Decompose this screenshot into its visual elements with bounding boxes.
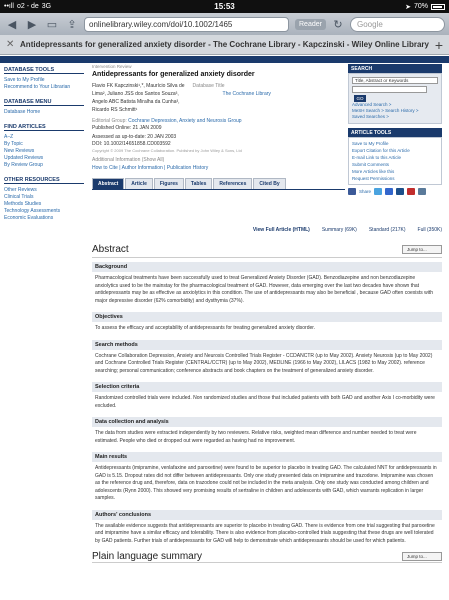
section-body: Pharmacological treatments have been successfully used to treat Generalized Anxiety Disorder (GAD). Benzodiazepine and non benzodiazepine anxiolytics used to be the mainstay for the pharmacological treatment of GAD. However, data emerging over the last two decades have shown that antidepressants may be as effective as anxiolytics in this condition. The use of antidepressants may also be beneficial , because GAD often coexists with major depressive disorder (62% comorbidity) and dysthymia (37%). (95, 275, 434, 304)
battery-icon (431, 4, 445, 10)
new-tab-icon[interactable]: + (434, 36, 443, 53)
status-bar (0, 0, 449, 13)
tab-abstract[interactable]: Abstract (92, 178, 124, 189)
review-group-link[interactable]: By Review Group (4, 161, 43, 168)
reviews-az-link[interactable]: A–Z (4, 133, 14, 140)
reader-button[interactable]: Reader (295, 19, 326, 30)
article-title: Antidepressants for generalized anxiety disorder (92, 71, 255, 78)
clock: 15:53 (214, 2, 235, 11)
advanced-search-link[interactable]: Advanced Search > (352, 102, 392, 107)
tab-article[interactable]: Article (125, 178, 153, 189)
citeulike-icon[interactable] (418, 188, 426, 195)
url-bar[interactable] (84, 17, 289, 32)
editorial-group-link[interactable]: Cochrane Depression, Anxiety and Neurosis Group (128, 118, 242, 124)
export-citation-link[interactable]: Export Citation for this Article (352, 148, 410, 153)
tab-figures[interactable]: Figures (154, 178, 184, 189)
article-tools-list (348, 137, 442, 185)
database-title-label: Database Title (192, 83, 225, 89)
article-tabs (92, 178, 345, 190)
assessed-date: Assessed as up-to-date: 20 JAN 2003 (92, 134, 177, 140)
doi: DOI: 10.1002/14651858.CD003592 (92, 141, 171, 147)
search-panel-title: SEARCH (348, 64, 442, 73)
editorial-group-label: Editorial Group: (92, 118, 127, 124)
other-resources-title: OTHER RESOURCES (4, 174, 84, 184)
review-type: Intervention Review (92, 64, 132, 69)
share-icon[interactable]: ⇪ (67, 18, 77, 31)
recommend-librarian-link[interactable]: Recommend to Your Librarian (4, 83, 71, 90)
database-home-link[interactable]: Database Home (4, 108, 41, 115)
jump-to-select-2[interactable]: Jump to... (402, 552, 442, 561)
new-reviews-link[interactable]: New Reviews (4, 147, 35, 154)
request-permissions-link[interactable]: Request Permissions (352, 176, 395, 181)
author-list (92, 82, 185, 114)
section-heading: Main results (92, 452, 442, 462)
section-heading: Objectives (92, 312, 442, 322)
site-nav-strip (0, 56, 449, 63)
tab-bar (0, 35, 449, 55)
tab-tables[interactable]: Tables (185, 178, 212, 189)
published-online: Published Online: 21 JAN 2009 (92, 125, 162, 131)
search-placeholder: Google (356, 19, 383, 29)
section-heading: Search methods (92, 340, 442, 350)
clinical-trials-link[interactable]: Clinical Trials (4, 193, 34, 200)
plain-language-heading: Plain language summary (92, 551, 203, 562)
economic-evaluations-link[interactable]: Economic Evaluations (4, 214, 54, 221)
abstract-heading: Abstract (92, 244, 129, 255)
delicious-icon[interactable] (385, 188, 393, 195)
section-heading: Selection criteria (92, 382, 442, 392)
view-full-html-link[interactable]: View Full Article (HTML) (252, 227, 310, 233)
saved-searches-link[interactable]: Saved Searches > (352, 114, 389, 119)
share-icon[interactable] (348, 188, 356, 195)
back-icon[interactable]: ◀ (7, 18, 17, 31)
technology-assessments-link[interactable]: Technology Assessments (4, 207, 61, 214)
tab-cited-by[interactable]: Cited By (253, 178, 285, 189)
copyright: Copyright © 2009 The Cochrane Collaboration. Published by John Wiley & Sons, Ltd (92, 148, 242, 153)
url-text: onlinelibrary.wiley.com/doi/10.1002/1465 (89, 19, 233, 29)
database-title-link[interactable]: The Cochrane Library (222, 91, 271, 97)
section-body: Cochrane Collaboration Depression, Anxiety and Neurosis Controlled Trials Register - CCDANCTR (up to May 2002). Anxiety Neurosis (up to May 2002) and Cochrane Controlled Trials Register (CENTRAL/CCTR) (up to May 2002), MEDLINE (1966 to May 2002), LILACS (1982 to May 2002). reference searching; personal communication; conference abstracts and book chapters on the treatment of generalized anxiety disorder. (95, 352, 433, 374)
save-to-profile-link[interactable]: Save to My Profile (4, 76, 45, 83)
search-go-button[interactable]: GO (354, 95, 366, 102)
forward-icon[interactable]: ▶ (27, 18, 37, 31)
search-input[interactable] (352, 86, 427, 93)
article-info-links[interactable]: How to Cite | Author Information | Publication History (92, 165, 209, 171)
email-link[interactable]: E-mail Link to this Article (352, 155, 402, 160)
tab-title[interactable]: Antidepressants for generalized anxiety disorder - The Cochrane Library - Kapczinski - Wiley Online Library (20, 40, 429, 49)
mesh-search-link[interactable]: MeSH Search > Search History > (352, 108, 419, 113)
bookmarks-icon[interactable]: ▭ (46, 18, 58, 31)
twitter-icon[interactable] (374, 188, 382, 195)
methods-studies-link[interactable]: Methods Studies (4, 200, 42, 207)
more-articles-link[interactable]: More Articles like this (352, 169, 395, 174)
section-body: Antidepressants (imipramine, venlafaxine and paroxetine) were found to be superior to placebo in treating GAD. The calculated NNT for antidepressants in GAD is 5.15. Dropout rates did not differ between antidepressants. Only one study presented data on imipramine and trazodone. Imipramine was chosen as the reference drug and, therefore, data on trazodone could not be included in the meta analysis. Only one study was conducted among children and adolescents (Rynn 2000). This showed very promising results of sertraline in children and adolescents with GAD, which warrants replication in larger samples. (95, 465, 437, 501)
article-header (92, 64, 345, 190)
section-heading: Background (92, 262, 442, 272)
close-tab-icon[interactable]: ✕ (6, 39, 15, 50)
view-options-bar (92, 227, 442, 233)
section-heading: Data collection and analysis (92, 417, 442, 427)
carrier-label: o2 - de (16, 3, 39, 10)
jump-to-select[interactable]: Jump to... (402, 245, 442, 254)
share-label[interactable]: Share (359, 189, 372, 194)
section-body: Randomized controlled trials were included. Non randomized studies and those that included patients with both GAD and another Axis I co-morbidity were excluded. (95, 395, 435, 409)
digg-icon[interactable] (396, 188, 404, 195)
database-menu-title: DATABASE MENU (4, 96, 84, 106)
pdf-standard-link[interactable]: Standard (217K) (368, 227, 406, 233)
right-sidebar (348, 64, 442, 195)
reviews-topic-link[interactable]: By Topic (4, 140, 23, 147)
other-reviews-link[interactable]: Other Reviews (4, 186, 37, 193)
additional-info-toggle[interactable]: Additional Information (Show All) (92, 157, 165, 163)
left-sidebar (4, 64, 84, 221)
section-body: The data from studies were extracted independently by two reviewers. Relative risks, weighted mean difference and number needed to treat were estimated. People who died or dropped out were regarded as having had no improvement. (95, 430, 417, 444)
search-panel (348, 73, 442, 124)
database-tools-title: DATABASE TOOLS (4, 64, 84, 74)
search-field[interactable] (350, 17, 445, 32)
section-heading: Authors' conclusions (92, 510, 442, 520)
article-tools-title: ARTICLE TOOLS (348, 128, 442, 137)
tab-references[interactable]: References (213, 178, 252, 189)
author-line[interactable]: Flavio FK Kapczinski¹,*, Maurício Silva de (92, 83, 185, 89)
battery-percent: 70% (413, 3, 428, 10)
location-icon: ➤ (405, 3, 411, 11)
signal-icon: ••ıll (4, 3, 14, 10)
pdf-summary-link[interactable]: Summary (69K) (321, 227, 357, 233)
section-body: To assess the efficacy and acceptability of antidepressants for treating generalized anxiety disorder. (95, 325, 316, 331)
author-line[interactable]: Ricardo RS Schmitt¹ (92, 107, 138, 113)
abstract-content (92, 244, 442, 563)
browser-toolbar (0, 13, 449, 35)
web-page (0, 56, 449, 600)
reload-icon[interactable]: ↻ (333, 18, 343, 31)
search-scope-select[interactable]: Title, Abstract or Keywords (352, 77, 438, 84)
share-row (348, 188, 442, 195)
submit-comments-link[interactable]: Submit Comments (352, 162, 390, 167)
author-line[interactable]: Angelo ABC Batista Miralha da Cunha³, (92, 99, 180, 105)
author-line[interactable]: Lima², Juliano JSS dos Santos Souza³, (92, 91, 179, 97)
pdf-full-link[interactable]: Full (350K) (417, 227, 442, 233)
save-profile-link[interactable]: Save to My Profile (352, 141, 389, 146)
section-body: The available evidence suggests that antidepressants are superior to placebo in treating GAD. There is evidence from one trial suggesting that paroxetine and imipramine have a similar efficacy and tolerability. There is also evidence from placebo-controlled trials suggesting that these drugs are well tolerated by GAD patients. Further trials of antidepressants for GAD will help to demonstrate which antidepressants should be used for which patients. (95, 522, 435, 544)
mendeley-icon[interactable] (407, 188, 415, 195)
updated-reviews-link[interactable]: Updated Reviews (4, 154, 44, 161)
network-label: 3G (41, 3, 52, 10)
find-reviews-title: FIND ARTICLES (4, 121, 84, 131)
